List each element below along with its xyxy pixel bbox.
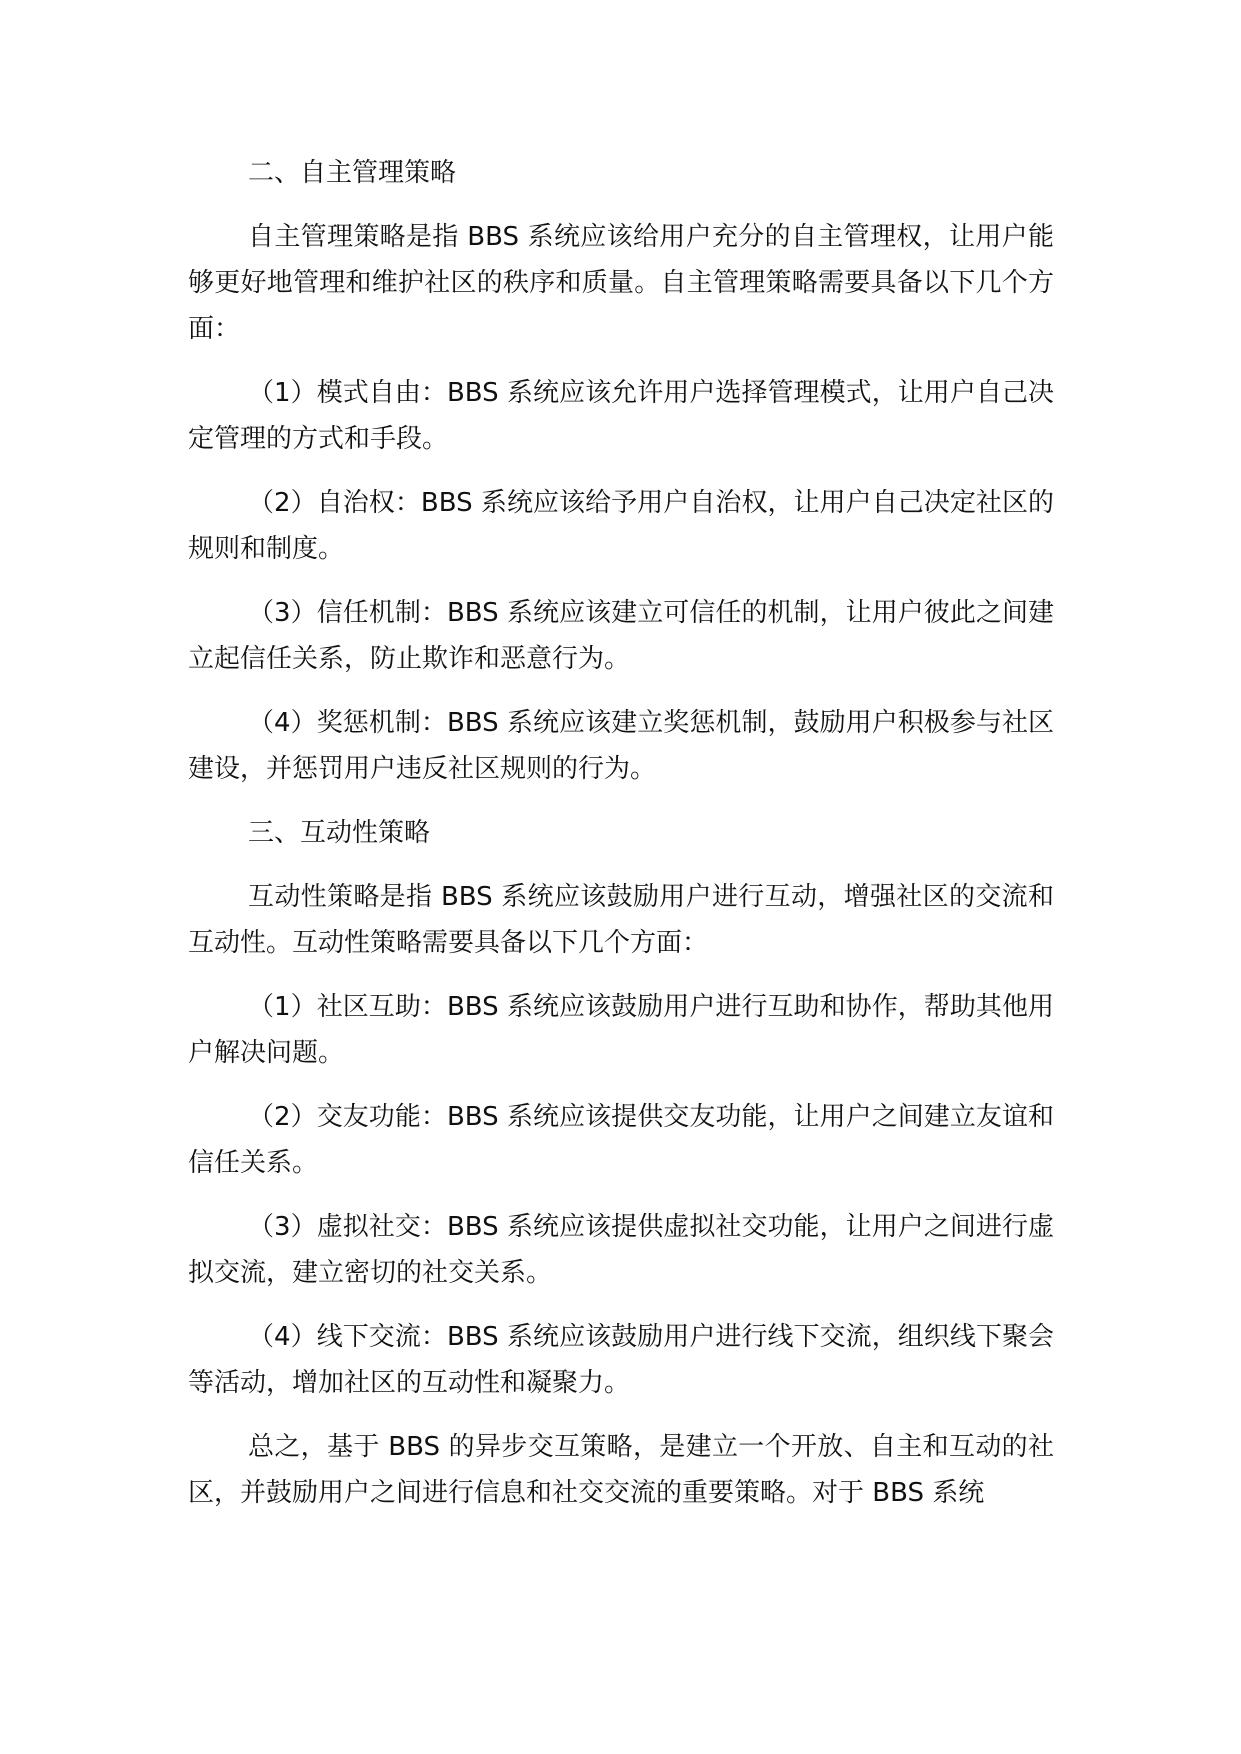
- section-heading-autonomous-management: 二、自主管理策略: [248, 158, 457, 188]
- section-intro-interactivity: 互动性策略是指 BBS 系统应该鼓励用户进行互动，增强社区的交流和互动性。互动性策略需要具备以下几个方面：: [188, 882, 1054, 958]
- list-item: （2）自治权：BBS 系统应该给予用户自治权，让用户自己决定社区的规则和制度。: [188, 488, 1054, 564]
- list-item: （4）线下交流：BBS 系统应该鼓励用户进行线下交流，组织线下聚会等活动，增加社区的互动性和凝聚力。: [188, 1322, 1054, 1398]
- section-intro-autonomous-management: 自主管理策略是指 BBS 系统应该给用户充分的自主管理权，让用户能够更好地管理和维护社区的秩序和质量。自主管理策略需要具备以下几个方面：: [188, 222, 1054, 344]
- conclusion-paragraph: 总之，基于 BBS 的异步交互策略，是建立一个开放、自主和互动的社区，并鼓励用户之间进行信息和社交交流的重要策略。对于 BBS 系统: [188, 1432, 1054, 1508]
- list-item: （1）社区互助：BBS 系统应该鼓励用户进行互助和协作，帮助其他用户解决问题。: [188, 992, 1054, 1068]
- list-item: （3）信任机制：BBS 系统应该建立可信任的机制，让用户彼此之间建立起信任关系，防止欺诈和恶意行为。: [188, 598, 1054, 674]
- list-item: （1）模式自由：BBS 系统应该允许用户选择管理模式，让用户自己决定管理的方式和手段。: [188, 378, 1054, 454]
- section-heading-interactivity: 三、互动性策略: [248, 818, 431, 848]
- list-item: （3）虚拟社交：BBS 系统应该提供虚拟社交功能，让用户之间进行虚拟交流，建立密切的社交关系。: [188, 1212, 1054, 1288]
- document-page: [188, 150, 1054, 1534]
- list-item: （4）奖惩机制：BBS 系统应该建立奖惩机制，鼓励用户积极参与社区建设，并惩罚用户违反社区规则的行为。: [188, 708, 1054, 784]
- list-item: （2）交友功能：BBS 系统应该提供交友功能，让用户之间建立友谊和信任关系。: [188, 1102, 1054, 1178]
